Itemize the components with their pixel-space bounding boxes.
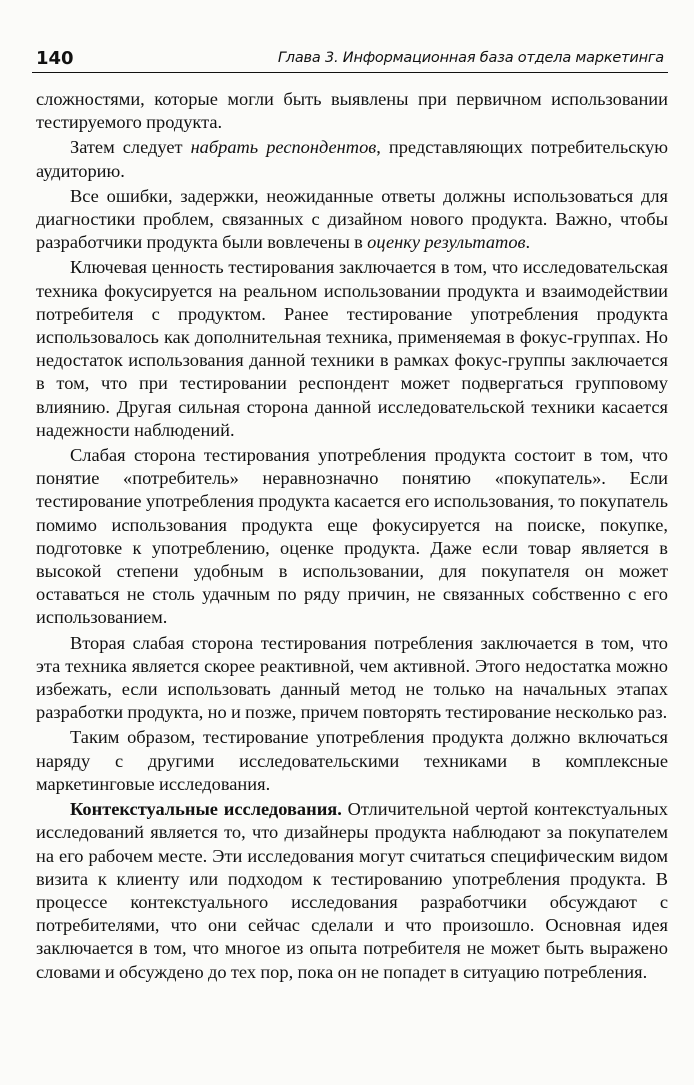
text-run: Все ошибки, задержки, неожиданные ответы должны использоваться для диагностики проблем, связанных с дизайном нового продукта. Важно, чтобы разработчики продукта были вовлечены в: [36, 185, 668, 253]
body-text: [36, 88, 668, 984]
emphasis: набрать респондентов: [190, 137, 377, 158]
paragraph-errors: [36, 185, 668, 255]
text-run: , представляющих потребительскую аудиторию.: [36, 137, 668, 181]
paragraph-contextual-research: [36, 798, 668, 984]
paragraph-key-value: Ключевая ценность тестирования заключается в том, что исследовательская техника фокусируется на реальном использовании продукта и взаимодействии потребителя с продуктом. Ранее тестирование употребления продукта использовалось как дополнительная техника, применяемая в фокус-группах. Но недостаток использования данной техники в рамках фокус-группы заключается в том, что при тестировании респондент может подвергаться групповому влиянию. Другая сильная сторона данной исследовательской техники касается надежности наблюдений.: [36, 257, 668, 440]
page-number: 140: [36, 48, 74, 69]
page-header: [32, 48, 668, 73]
emphasis: оценку результатов: [367, 232, 526, 253]
paragraph-conclusion: Таким образом, тестирование употребления продукта должно включаться наряду с другими исследовательскими техниками в комплексные маркетинговые исследования.: [36, 727, 668, 794]
paragraph-continuation: сложностями, которые могли быть выявлены при первичном использовании тестируемого продукта.: [36, 89, 668, 133]
running-head: Глава 3. Информационная база отдела маркетинга: [277, 50, 664, 66]
text-run: .: [525, 232, 531, 253]
text-run: Затем следует: [70, 137, 191, 158]
text-run: Отличительной чертой контекстуальных исследований является то, что дизайнеры продукта наблюдают за покупателем на его рабочем месте. Эти исследования могут считаться специфическим видом визита к клиенту или подходом к тестированию употребления продукта. В процессе контекстуального исследования разработчики обсуждают с потребителями, что они сейчас сделали и что произошло. Основная идея заключается в том, что многое из опыта потребителя не может быть выражено словами и обсуждено до тех пор, пока он не попадет в ситуацию потребления.: [36, 799, 668, 982]
paragraph-weak-side: Слабая сторона тестирования употребления продукта состоит в том, что понятие «потребитель» неравнозначно понятию «покупатель». Если тестирование употребления продукта касается его использования, то покупатель помимо использования продукта еще фокусируется на поиске, покупке, подготовке к употреблению, оценке продукта. Даже если товар является в высокой степени удобным в использовании, для покупателя он может оставаться не столь удачным по ряду причин, не связанных собственно с его использованием.: [36, 445, 668, 628]
section-run-in-heading: Контекстуальные исследования.: [70, 799, 342, 820]
paragraph-second-weak-side: Вторая слабая сторона тестирования потребления заключается в том, что эта техника является скорее реактивной, чем активной. Этого недостатка можно избежать, если использовать данный метод не только на начальных этапах разработки продукта, но и позже, причем повторять тестирование несколько раз.: [36, 632, 668, 723]
paragraph-recruit-respondents: [36, 136, 668, 182]
